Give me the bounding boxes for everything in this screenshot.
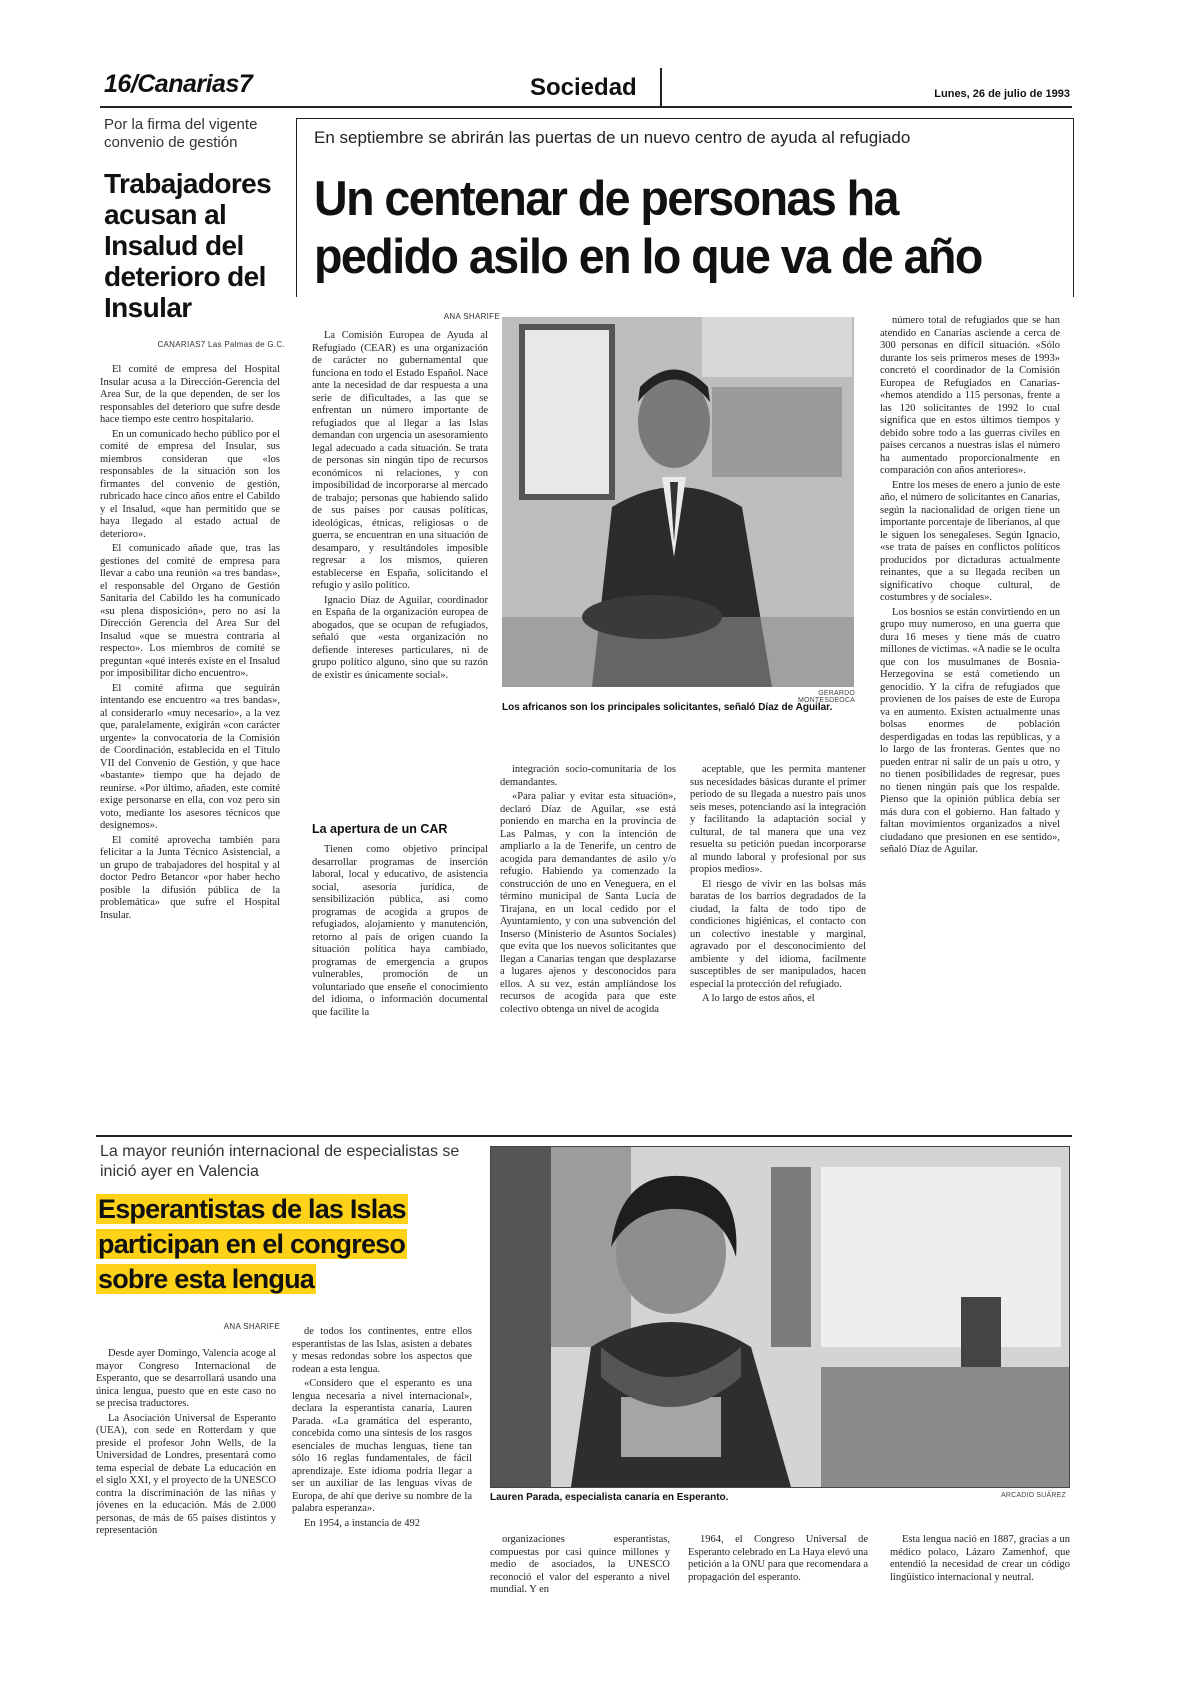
esp-col-4: [688, 1534, 868, 1604]
main-col-5: [880, 315, 1060, 1120]
main-paragraph: número total de refugiados que se han atendido en Canarias asciende a cerca de 300 personas en difícil situación. «Sólo durante los seis primeros meses de 1993» concretó el coordinador de la Comisión Europea de Refugiados en Canarias- «hemos atendido a 115 personas, frente a las 120 solicitantes de 1992 lo cual significa que en estos últimos tiempos y debido sobre todo a las guerras civiles en países cercanos a nuestras islas el número ha aumentado proporcionalmente en comparación con años anteriores».: [880, 315, 1060, 476]
esp-paragraph: de todos los continentes, entre ellos esperantistas de las Islas, asisten a debates y mesas redondas sobre los aspectos que rodean a esta lengua.: [292, 1326, 472, 1375]
issue-date: Lunes, 26 de julio de 1993: [934, 88, 1070, 100]
esp-col-1: [96, 1348, 276, 1598]
main-paragraph: Entre los meses de enero a junio de este año, el número de solicitantes en Canarias, según la nacionalidad de origen tiene un importante porcentaje de liberianos, al que le siguen los senegaleses. Según Ignacio, «se trata de países en conflictos políticos producidos por dictaduras actualmente reinantes, que a su llegada reciben un significativo choque cultural, de costumbres y de sociales».: [880, 479, 1060, 603]
portrait-illustration: [491, 1147, 1069, 1487]
main-col-3: [500, 764, 676, 1120]
main-col-1: [312, 330, 488, 730]
main-headline-line2: pedido asilo en lo que va de año: [314, 230, 982, 284]
esp-paragraph: «Considero que el esperanto es una lengua necesaria a nivel internacional», declara la esperantista canaria, Lauren Parada. «La gramática del esperanto, concebida como una síntesis de los rasgos esenciales de muchas lenguas, tiene tan sólo 16 reglas fundamentales, de fácil aprendizaje. Este idioma podría llegar a ser un auxiliar de las lenguas vivas de Europa, de ahí que derive su nombre de la palabra esperanza».: [292, 1378, 472, 1514]
left-story-byline: CANARIAS7 Las Palmas de G.C.: [157, 340, 285, 349]
esp-headline-line2: participan en el congreso: [98, 1229, 406, 1259]
left-paragraph: El comité de empresa del Hospital Insular acusa a la Dirección-Gerencia del Area Sur, de la que dependen, de ser los responsables del deterioro que sufre desde hace tiempo este centro hospitalario.: [100, 364, 280, 425]
esp-paragraph: Esta lengua nació en 1887, gracias a un médico polaco, Lázaro Zamenhof, que entendió la necesidad de crear un código lingüístico internacional y neutral.: [890, 1534, 1070, 1583]
left-story-headline: Trabajadores acusan al Insalud del deterioro del Insular: [104, 168, 272, 323]
left-paragraph: El comité afirma que seguirán intentando ese encuentro «a tres bandas», al considerarlo «muy necesario», a la vez que, paralelamente, exigirán «con carácter urgente» la convocatoria de la Comisión de Coordinación, establecida en el Título VII del Convenio de Gestión, y que hace «bastante» tiempo que ha dejado de reunirse. «Por último, añaden, este comité exige personarse en ella, con voz pero sin voto, mediante los asesores técnicos que designemos».: [100, 682, 280, 831]
esp-col-5: [890, 1534, 1070, 1604]
main-story-headline: [314, 170, 1055, 286]
main-col-2: [312, 844, 488, 1120]
esperantist-portrait-photo: [490, 1146, 1070, 1488]
page-number-logo: 16/Canarias7: [104, 70, 253, 98]
esp-paragraph: Desde ayer Domingo, Valencia acoge al mayor Congreso Internacional de Esperanto, que se desarrollará usando una única lengua, puesto que en este caso no se precisa traductores.: [96, 1348, 276, 1409]
main-story-kicker: En septiembre se abrirán las puertas de un nuevo centro de ayuda al refugiado: [314, 128, 911, 147]
bottom-photo-caption: Lauren Parada, especialista canaria en Esperanto.: [490, 1492, 729, 1503]
main-paragraph: Tienen como objetivo principal desarrollar programas de inserción laboral, local y educativo, de asistencia social, asesoría jurídica, de sensibilización pública, así como programas de acogida a grupos de refugiados, alojamiento y manutención, retorno al país de origen cuando la situación política haya cambiado, programas de emergencia a grupos vulnerables, promoción de un voluntariado que enseñe el conocimiento del idioma, o información documental que facilite la: [312, 844, 488, 1018]
left-story-body: [100, 364, 280, 1119]
esp-headline-line3: sobre esta lengua: [98, 1264, 314, 1294]
esp-paragraph: organizaciones esperantistas, compuestas por casi quince millones y medio de asociados, la UNESCO reconoció el valor del esperanto a nivel mundial. Y en: [490, 1534, 670, 1595]
main-paragraph: A lo largo de estos años, el: [702, 993, 815, 1004]
main-paragraph: Los bosnios se están convirtiendo en un grupo muy numeroso, en una guerra que dura 16 meses y tiene más de cuatro millones de víctimas. «A nadie se le oculta que con los musulmanes de Bosnia-Herzegovina se está cometiendo un genocidio. Y la cifra de refugiados que provienen de los países de este de Europa va en aumento. Existen actualmente unas bolsas enormes de población desperdigadas en todas las repúblicas, y a lo largo de las fronteras. Gentes que no pueden entrar ni salir de un país u otro, y no tienen posibilidades de regresar, pues no tienen ningún país que los respalde. Pienso que la opinión pública debía ser más dura con el gobierno. Han faltado y faltan movimientos organizados a nivel ciudadano que presionen en ese sentido», señaló Díaz de Aguilar.: [880, 606, 1060, 855]
bottom-story-byline: ANA SHARIFE: [223, 1322, 280, 1331]
main-col-4: [690, 764, 866, 1120]
photo-illustration: [502, 317, 854, 687]
masthead-divider: [660, 68, 662, 108]
left-paragraph: El comunicado añade que, tras las gestiones del comité de empresa para llevar a cabo una reunión «a tres bandas», el responsable del Organo de Gestión Sanitaria del Cabildo les ha comunicado «su plena disposición», pero no así la Dirección Gerencia del Area Sur del Insalud «que se muestra contraria al respecto». Los miembros de comité se preguntan «qué interés existe en el Insalud por imposibilitar dicho encuentro».: [100, 543, 280, 679]
left-paragraph: El comité aprovecha también para felicitar a la Junta Técnico Asistencial, a un grupo de trabajadores del hospital y al doctor Pedro Betancor «por haber hecho posible la difusión pública de la problemática» que sufre el Hospital Insular.: [100, 834, 280, 921]
bottom-story-headline: [96, 1192, 496, 1297]
main-headline-line1: Un centenar de personas ha: [314, 172, 898, 226]
main-paragraph: La Comisión Europea de Ayuda al Refugiado (CEAR) es una organización de carácter no gubernamental que funciona en todo el Estado Español. Nace ante la necesidad de dar respuesta a una serie de dificultades, a las que se enfrentan un número importante de refugiados que al llegar a las Islas demandan con urgencia un asesoramiento legal adecuado a cada situación. Se trata de personas sin ningún tipo de recursos económicos ni relaciones, y con imposibilidad de incorporarse al mercado de trabajo; personas que habiendo salido de sus países por causas políticas, ideológicas, étnicas, religiosas o de guerra, se encuentran en una situación de desamparo, y resultándoles imposible regresar a los mismos, quieren establecerse en España, solicitando el refugio y asilo político.: [312, 330, 488, 591]
esp-paragraph: 1964, el Congreso Universal de Esperanto celebrado en La Haya elevó una petición a la ONU para que recomendara a propagación del esperanto.: [688, 1534, 868, 1583]
main-paragraph: aceptable, que les permita mantener sus necesidades básicas durante el primer periodo de su llegada a nuestro país unos seis meses, potenciando así la integración y facilitando la adaptación social y cultural, de tal manera que una vez resuelta su petición puedan incorporarse al mundo laboral y profesional por sus propios medios».: [690, 764, 866, 875]
bottom-section-rule: [96, 1135, 1072, 1137]
main-story-byline: ANA SHARIFE: [443, 312, 500, 321]
main-paragraph: El riesgo de vivir en las bolsas más baratas de los barrios degradados de la ciudad, la falta de todo tipo de condiciones higiénicas, el contacto con un colectivo inestable y marginal, agravado por el desconocimiento del ambiente y del idioma, facilmente susceptibles de ser manipulados, hacen especial la protección del refugiado.: [690, 878, 866, 990]
esp-paragraph: La Asociación Universal de Esperanto (UEA), con sede en Rotterdam y que preside el profesor John Wells, de la Universidad de Londres, presentará como tema especial de debate La educación en el siglo XXI, y el proyecto de la UNESCO contra la discriminación de las niñas y jóvenes en la educación. Más de 2.000 personas, de más de 65 países distintos y representación: [96, 1412, 276, 1536]
main-paragraph: integración socio-comunitaria de los demandantes.: [500, 764, 676, 788]
left-paragraph: En un comunicado hecho público por el comité de empresa del Insular, sus miembros consideran que «los responsables de la situación son los firmantes del convenio de gestión, rubricado hace cinco años entre el Cabildo y el Insalud, «que han permitido que se haya llegado al estado actual de deterioro».: [100, 428, 280, 540]
masthead-rule: [100, 106, 1072, 108]
esp-headline-line1: Esperantistas de las Islas: [98, 1194, 406, 1224]
section-title: Sociedad: [530, 74, 637, 101]
main-photo-credit: GERARDO MONTESDEOCA: [797, 690, 855, 704]
refugee-coordinator-photo: [502, 317, 854, 687]
esp-col-3: [490, 1534, 670, 1604]
main-paragraph: Ignacio Díaz de Aguilar, coordinador en España de la organización europea de abogados, que se ocupan de refugiados, señaló que «esta organización no defiende intereses particulares, ni de grupo político alguno, sino que su razón de existir es únicamente social».: [312, 594, 488, 681]
esp-col-2: [292, 1326, 472, 1598]
left-story-kicker: Por la firma del vigente convenio de gestión: [104, 116, 258, 151]
main-paragraph: «Para paliar y evitar esta situación», declaró Díaz de Aguilar, «se está poniendo en marcha en la provincia de Las Palmas, y con la intención de ampliarlo a la de Tenerife, un centro de acogida para demandantes de asilo y/o refugio. Habiendo ya comenzado la construcción de uno en Veneguera, en el término municipal de Santa Lucía de Tirajana, en un local cedido por el Ayuntamiento, y con una subvención del Inserso (Ministerio de Asuntos Sociales) que evita que los nuevos solicitantes que llegan a Canarias tengan que desplazarse a lugares ajenos y desconocidos para ellos. A su vez, están ampliándose los recursos de acogida para que este colectivo obtenga un nivel de acogida: [500, 791, 676, 1015]
main-photo-caption: Los africanos son los principales solicitantes, señaló Díaz de Aguilar.: [502, 702, 833, 713]
bottom-photo-credit: ARCADIO SUÁREZ: [1000, 1492, 1066, 1499]
bottom-story-kicker: La mayor reunión internacional de especialistas se inició ayer en Valencia: [100, 1143, 460, 1180]
esp-paragraph: En 1954, a instancia de 492: [304, 1517, 421, 1529]
main-subhead: La apertura de un CAR: [312, 822, 448, 836]
